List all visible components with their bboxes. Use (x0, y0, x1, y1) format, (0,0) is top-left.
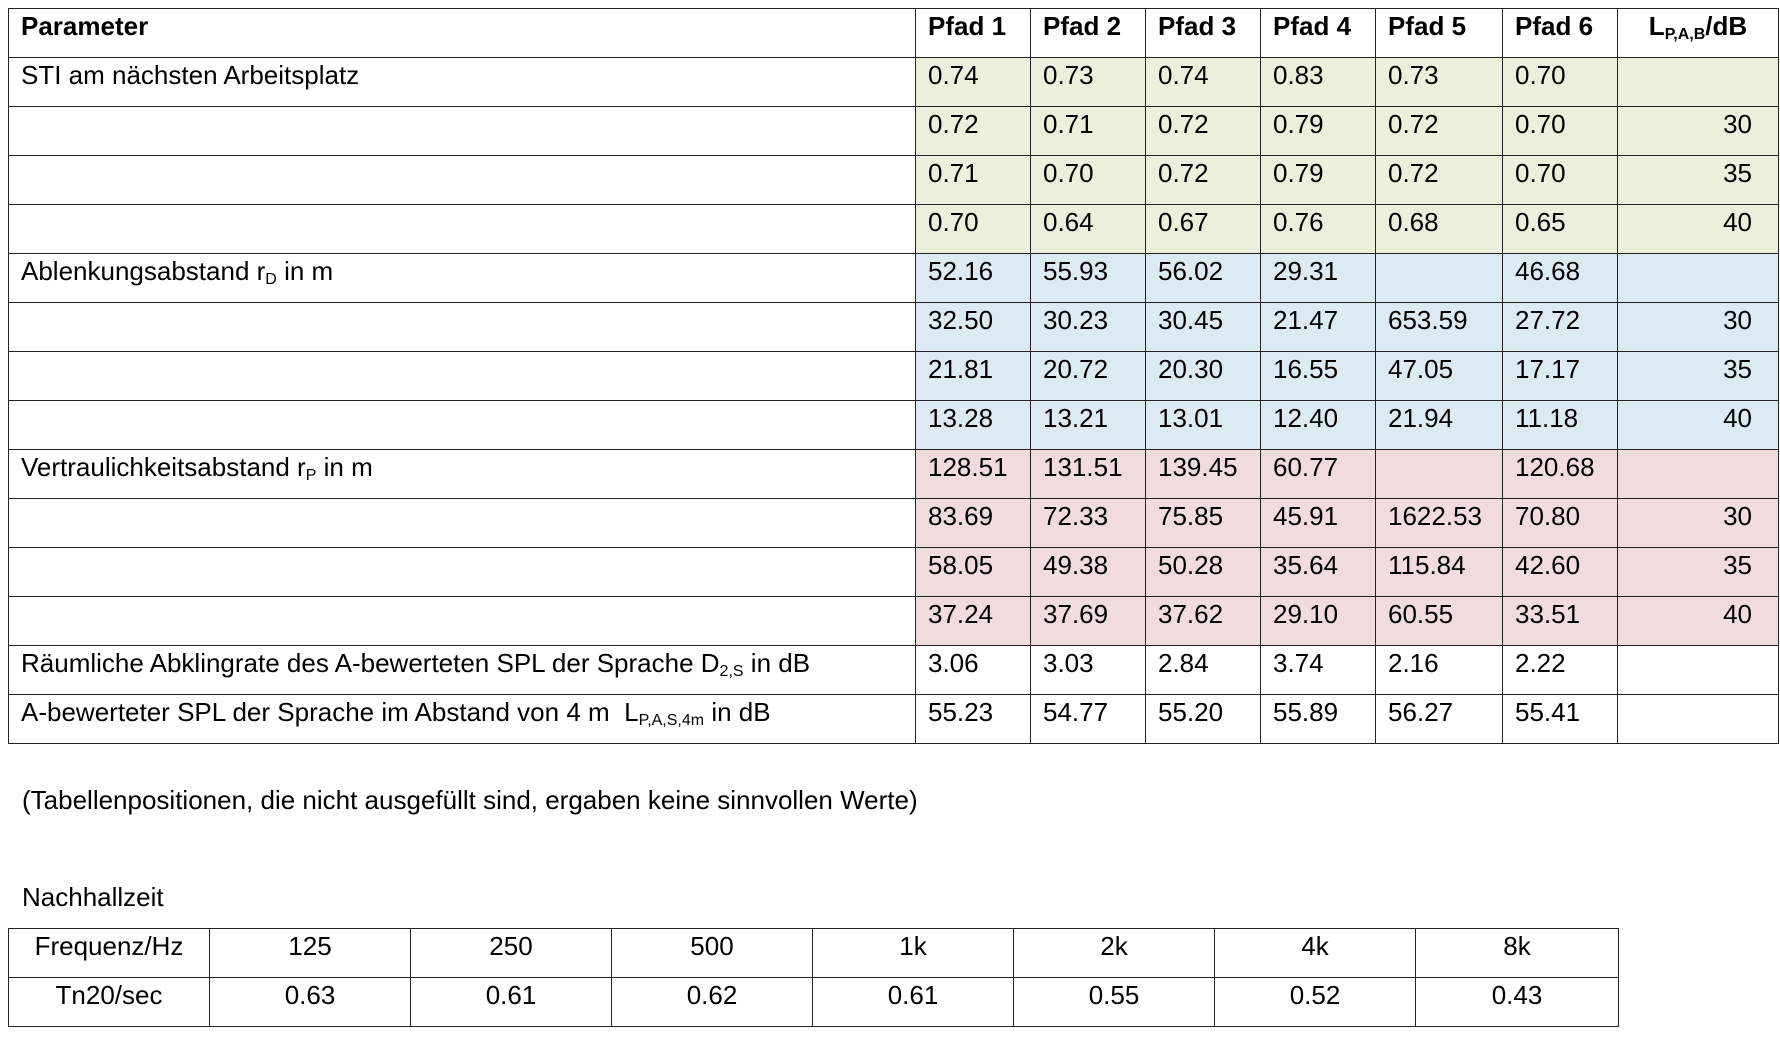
rd-lp-value (1618, 254, 1779, 303)
rp-value: 37.62 (1146, 597, 1261, 646)
tn20-value: 0.52 (1215, 978, 1416, 1027)
reverb-table (8, 928, 1619, 1027)
rp-row (9, 499, 1779, 548)
lpas-value: 55.23 (916, 695, 1031, 744)
freq-value: 2k (1014, 929, 1215, 978)
rd-value: 13.21 (1031, 401, 1146, 450)
freq-value: 8k (1416, 929, 1619, 978)
d2s-label-text: Räumliche Abklingrate des A-bewerteten SPL der Sprache D (21, 648, 720, 678)
freq-value: 500 (612, 929, 813, 978)
lpas-lp-empty (1618, 695, 1779, 744)
rd-value: 21.81 (916, 352, 1031, 401)
rp-value: 50.28 (1146, 548, 1261, 597)
rd-value: 13.01 (1146, 401, 1261, 450)
rp-value: 58.05 (916, 548, 1031, 597)
rd-label (9, 401, 916, 450)
rp-row (9, 548, 1779, 597)
tn20-value: 0.55 (1014, 978, 1215, 1027)
header-pfad-4: Pfad 4 (1261, 9, 1376, 58)
d2s-lp-empty (1618, 646, 1779, 695)
tn20-value: 0.61 (813, 978, 1014, 1027)
lpab-sub: P,A,B (1664, 26, 1706, 43)
rp-value: 33.51 (1503, 597, 1618, 646)
header-row (9, 9, 1779, 58)
lpas-value: 55.41 (1503, 695, 1618, 744)
tn20-label: Tn20/sec (9, 978, 210, 1027)
rp-value: 83.69 (916, 499, 1031, 548)
rd-group (9, 254, 1779, 450)
sti-lp-value: 30 (1618, 107, 1779, 156)
rp-value: 37.24 (916, 597, 1031, 646)
sti-value: 0.70 (1031, 156, 1146, 205)
lpas-value: 54.77 (1031, 695, 1146, 744)
rp-label-unit: in m (316, 452, 373, 482)
rp-lp-value: 30 (1618, 499, 1779, 548)
rp-value: 128.51 (916, 450, 1031, 499)
sti-value: 0.72 (1146, 156, 1261, 205)
sti-value: 0.71 (916, 156, 1031, 205)
d2s-value: 3.74 (1261, 646, 1376, 695)
table-note: (Tabellenpositionen, die nicht ausgefüllt sind, ergaben keine sinnvollen Werte) (22, 785, 918, 815)
d2s-label-unit: in dB (743, 648, 811, 678)
rd-label-text: Ablenkungsabstand r (21, 256, 266, 286)
lpas-label (9, 695, 916, 744)
rp-label-text: Vertraulichkeitsabstand r (21, 452, 306, 482)
rp-value: 75.85 (1146, 499, 1261, 548)
rp-value (1376, 450, 1503, 499)
sti-lp-value: 40 (1618, 205, 1779, 254)
freq-row (9, 929, 1619, 978)
lpab-main: L (1648, 11, 1665, 41)
rd-value: 29.31 (1261, 254, 1376, 303)
rd-value: 32.50 (916, 303, 1031, 352)
rd-row (9, 254, 1779, 303)
tn20-value: 0.62 (612, 978, 813, 1027)
sti-value: 0.73 (1031, 58, 1146, 107)
sti-value: 0.79 (1261, 107, 1376, 156)
sti-group (9, 58, 1779, 254)
freq-value: 1k (813, 929, 1014, 978)
lpas-value: 56.27 (1376, 695, 1503, 744)
rp-lp-value (1618, 450, 1779, 499)
sti-label (9, 205, 916, 254)
sti-value: 0.64 (1031, 205, 1146, 254)
sti-label: STI am nächsten Arbeitsplatz (9, 58, 916, 107)
tn20-value: 0.63 (210, 978, 411, 1027)
freq-value: 4k (1215, 929, 1416, 978)
sti-value: 0.74 (1146, 58, 1261, 107)
rp-row (9, 597, 1779, 646)
sti-value: 0.79 (1261, 156, 1376, 205)
sti-value: 0.73 (1376, 58, 1503, 107)
rd-row (9, 352, 1779, 401)
header-parameter: Parameter (9, 9, 916, 58)
d2s-value: 3.03 (1031, 646, 1146, 695)
rp-value: 29.10 (1261, 597, 1376, 646)
rd-value: 12.40 (1261, 401, 1376, 450)
header-pfad-1: Pfad 1 (916, 9, 1031, 58)
rd-value: 653.59 (1376, 303, 1503, 352)
lpas-value: 55.20 (1146, 695, 1261, 744)
rp-label (9, 548, 916, 597)
d2s-value: 2.22 (1503, 646, 1618, 695)
rd-value: 16.55 (1261, 352, 1376, 401)
rp-value: 131.51 (1031, 450, 1146, 499)
lpas-label-text: A-bewerteter SPL der Sprache im Abstand von 4 m L (21, 697, 639, 727)
reverb-title: Nachhallzeit (22, 882, 164, 912)
rd-value: 46.68 (1503, 254, 1618, 303)
rd-value: 21.94 (1376, 401, 1503, 450)
rd-value: 11.18 (1503, 401, 1618, 450)
header-pfad-3: Pfad 3 (1146, 9, 1261, 58)
lpas-value: 55.89 (1261, 695, 1376, 744)
rp-row (9, 450, 1779, 499)
sti-value: 0.70 (1503, 156, 1618, 205)
sti-value: 0.65 (1503, 205, 1618, 254)
rd-value: 55.93 (1031, 254, 1146, 303)
freq-value: 125 (210, 929, 411, 978)
rp-lp-value: 35 (1618, 548, 1779, 597)
sti-row (9, 58, 1779, 107)
rp-value: 70.80 (1503, 499, 1618, 548)
rp-value: 139.45 (1146, 450, 1261, 499)
rp-label (9, 450, 916, 499)
rp-label-sub: P (305, 467, 317, 484)
lpas-label-sub: P,A,S,4m (638, 712, 705, 729)
rd-label (9, 352, 916, 401)
rp-value: 35.64 (1261, 548, 1376, 597)
rd-label (9, 303, 916, 352)
lpab-suffix: /dB (1705, 11, 1748, 41)
sti-value: 0.71 (1031, 107, 1146, 156)
sti-value: 0.70 (916, 205, 1031, 254)
d2s-value: 3.06 (916, 646, 1031, 695)
lpas-label-unit: in dB (704, 697, 771, 727)
rp-value: 37.69 (1031, 597, 1146, 646)
rd-value: 20.72 (1031, 352, 1146, 401)
header-pfad-2: Pfad 2 (1031, 9, 1146, 58)
rd-value: 47.05 (1376, 352, 1503, 401)
tn20-row (9, 978, 1619, 1027)
rd-value: 17.17 (1503, 352, 1618, 401)
rd-value: 13.28 (916, 401, 1031, 450)
rd-value: 30.45 (1146, 303, 1261, 352)
sti-row (9, 107, 1779, 156)
d2s-value: 2.16 (1376, 646, 1503, 695)
header-pfad-5: Pfad 5 (1376, 9, 1503, 58)
sti-lp-value: 35 (1618, 156, 1779, 205)
sti-value: 0.76 (1261, 205, 1376, 254)
rd-value: 56.02 (1146, 254, 1261, 303)
header-lpab (1618, 9, 1779, 58)
sti-value: 0.67 (1146, 205, 1261, 254)
rd-label-unit: in m (276, 256, 334, 286)
rd-lp-value: 30 (1618, 303, 1779, 352)
rd-lp-value: 35 (1618, 352, 1779, 401)
lpas-row (9, 695, 1779, 744)
d2s-row (9, 646, 1779, 695)
d2s-label-sub: 2,S (719, 663, 744, 680)
sti-value: 0.72 (1146, 107, 1261, 156)
rp-label (9, 597, 916, 646)
d2s-label (9, 646, 916, 695)
rd-value: 52.16 (916, 254, 1031, 303)
rd-lp-value: 40 (1618, 401, 1779, 450)
sti-row (9, 205, 1779, 254)
rd-label-sub: D (265, 271, 277, 288)
rp-value: 45.91 (1261, 499, 1376, 548)
sti-value: 0.83 (1261, 58, 1376, 107)
sti-value: 0.68 (1376, 205, 1503, 254)
sti-label (9, 156, 916, 205)
tn20-value: 0.61 (411, 978, 612, 1027)
rd-value: 21.47 (1261, 303, 1376, 352)
rp-label (9, 499, 916, 548)
rd-value: 27.72 (1503, 303, 1618, 352)
sti-value: 0.72 (916, 107, 1031, 156)
sti-value: 0.72 (1376, 156, 1503, 205)
rp-value: 1622.53 (1376, 499, 1503, 548)
tn20-value: 0.43 (1416, 978, 1619, 1027)
rd-value: 20.30 (1146, 352, 1261, 401)
rp-lp-value: 40 (1618, 597, 1779, 646)
rp-value: 42.60 (1503, 548, 1618, 597)
sti-value: 0.70 (1503, 58, 1618, 107)
rd-value (1376, 254, 1503, 303)
rd-row (9, 303, 1779, 352)
rp-value: 49.38 (1031, 548, 1146, 597)
d2s-value: 2.84 (1146, 646, 1261, 695)
sti-value: 0.72 (1376, 107, 1503, 156)
sti-value: 0.74 (916, 58, 1031, 107)
freq-value: 250 (411, 929, 612, 978)
parameter-table (8, 8, 1779, 744)
sti-row (9, 156, 1779, 205)
header-pfad-6: Pfad 6 (1503, 9, 1618, 58)
sti-label (9, 107, 916, 156)
rd-label (9, 254, 916, 303)
sti-value: 0.70 (1503, 107, 1618, 156)
rp-group (9, 450, 1779, 646)
freq-label: Frequenz/Hz (9, 929, 210, 978)
sti-lp-value (1618, 58, 1779, 107)
rp-value: 120.68 (1503, 450, 1618, 499)
rp-value: 115.84 (1376, 548, 1503, 597)
rp-value: 72.33 (1031, 499, 1146, 548)
rp-value: 60.55 (1376, 597, 1503, 646)
rp-value: 60.77 (1261, 450, 1376, 499)
rd-value: 30.23 (1031, 303, 1146, 352)
rd-row (9, 401, 1779, 450)
